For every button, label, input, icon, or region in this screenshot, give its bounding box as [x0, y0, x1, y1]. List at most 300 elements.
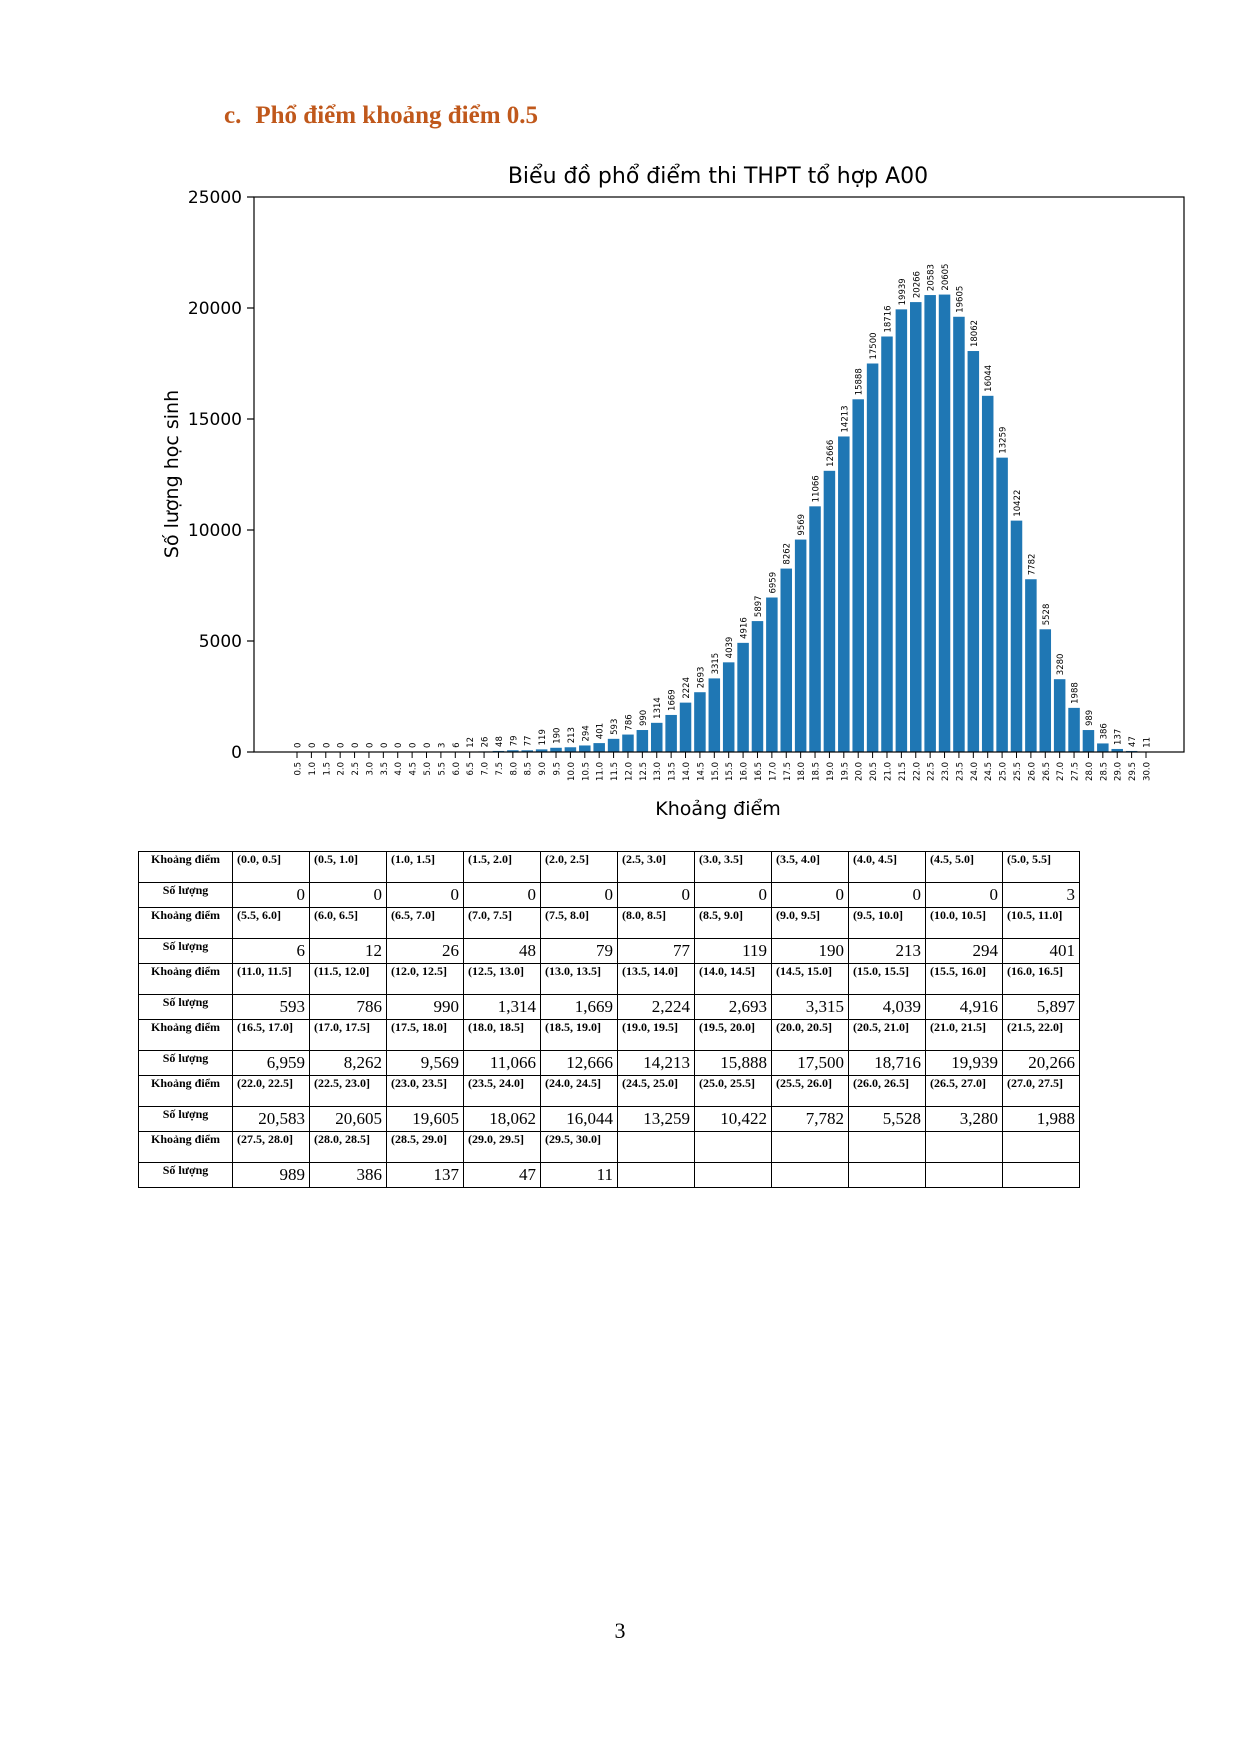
x-tick-label: 9.0	[538, 762, 549, 776]
range-cell: (6.0, 6.5]	[310, 908, 387, 939]
range-cell: (25.5, 26.0]	[772, 1076, 849, 1107]
count-row-label: Số lượng	[139, 939, 233, 964]
range-cell: (20.0, 20.5]	[772, 1020, 849, 1051]
x-tick-label: 9.5	[552, 762, 563, 776]
range-cell: (17.0, 17.5]	[310, 1020, 387, 1051]
x-tick-label: 14.5	[696, 762, 707, 781]
range-cell: (19.5, 20.0]	[695, 1020, 772, 1051]
count-cell: 26	[387, 939, 464, 964]
bar	[637, 730, 649, 752]
bar-value-label: 20583	[926, 264, 937, 292]
bar	[766, 598, 778, 752]
x-tick-label: 5.5	[437, 762, 448, 776]
bar-value-label: 190	[552, 727, 563, 744]
y-tick-label: 10000	[187, 521, 242, 541]
range-row-label: Khoảng điểm	[139, 1076, 233, 1107]
x-tick-label: 27.0	[1056, 762, 1067, 781]
count-cell: 79	[541, 939, 618, 964]
x-tick-label: 23.0	[941, 762, 952, 781]
bar	[1054, 679, 1066, 752]
bar	[982, 396, 994, 752]
bar-value-label: 4916	[739, 617, 750, 639]
chart-title: Biểu đồ phổ điểm thi THPT tổ hợp A00	[507, 164, 929, 189]
count-cell: 11,066	[464, 1051, 541, 1076]
x-tick-label: 21.5	[897, 762, 908, 781]
x-tick-label: 26.5	[1041, 762, 1052, 781]
count-cell: 12	[310, 939, 387, 964]
bar-value-label: 0	[336, 742, 347, 748]
count-cell: 5,897	[1003, 995, 1080, 1020]
bar-value-label: 15888	[854, 368, 865, 396]
x-tick-label: 8.5	[523, 762, 534, 776]
bar-value-label: 17500	[869, 332, 880, 360]
x-tick-label: 28.0	[1084, 762, 1095, 781]
count-row-label: Số lượng	[139, 995, 233, 1020]
count-cell: 77	[618, 939, 695, 964]
x-tick-label: 6.0	[451, 762, 462, 776]
range-cell: (11.5, 12.0]	[310, 964, 387, 995]
count-cell: 5,528	[849, 1107, 926, 1132]
count-cell: 1,314	[464, 995, 541, 1020]
range-cell: (26.0, 26.5]	[849, 1076, 926, 1107]
range-cell	[695, 1132, 772, 1163]
bar-value-label: 12666	[825, 439, 836, 467]
x-tick-label: 16.5	[753, 762, 764, 781]
range-cell: (28.0, 28.5]	[310, 1132, 387, 1163]
count-cell: 1,669	[541, 995, 618, 1020]
count-cell: 15,888	[695, 1051, 772, 1076]
x-tick-label: 4.5	[408, 762, 419, 776]
x-tick-label: 2.0	[336, 762, 347, 776]
bar-value-label: 20605	[941, 263, 952, 291]
bar	[565, 747, 577, 752]
count-cell: 6,959	[233, 1051, 310, 1076]
range-cell: (19.0, 19.5]	[618, 1020, 695, 1051]
bar	[910, 302, 922, 752]
bar	[881, 337, 893, 752]
x-tick-label: 18.5	[811, 762, 822, 781]
count-cell: 3,280	[926, 1107, 1003, 1132]
count-cell: 18,062	[464, 1107, 541, 1132]
bar-value-label: 3280	[1056, 653, 1067, 676]
count-cell: 1,988	[1003, 1107, 1080, 1132]
count-cell: 0	[541, 883, 618, 908]
x-tick-label: 19.0	[825, 762, 836, 781]
bar-value-label: 386	[1099, 723, 1110, 740]
bar-value-label: 990	[638, 709, 649, 727]
x-tick-label: 14.0	[682, 762, 693, 781]
table-range-row	[139, 1020, 1080, 1051]
bar	[651, 723, 663, 752]
bar-value-label: 1988	[1070, 682, 1081, 704]
x-tick-label: 13.5	[667, 762, 678, 781]
count-cell: 4,039	[849, 995, 926, 1020]
bar-value-label: 20266	[912, 271, 923, 299]
bar-value-label: 2224	[682, 676, 693, 699]
range-cell: (27.0, 27.5]	[1003, 1076, 1080, 1107]
x-tick-label: 18.0	[797, 762, 808, 781]
range-cell: (1.5, 2.0]	[464, 852, 541, 883]
count-cell: 12,666	[541, 1051, 618, 1076]
range-cell: (8.0, 8.5]	[618, 908, 695, 939]
range-row-label: Khoảng điểm	[139, 908, 233, 939]
x-tick-label: 10.0	[566, 762, 577, 781]
bar-value-label: 213	[566, 727, 577, 744]
count-cell: 3	[1003, 883, 1080, 908]
range-cell: (11.0, 11.5]	[233, 964, 310, 995]
count-cell: 18,716	[849, 1051, 926, 1076]
count-cell	[849, 1163, 926, 1188]
bar	[896, 309, 908, 752]
x-tick-label: 30.0	[1142, 762, 1153, 781]
range-cell: (15.0, 15.5]	[849, 964, 926, 995]
bar	[737, 643, 749, 752]
bar-value-label: 0	[365, 742, 376, 748]
count-cell: 0	[695, 883, 772, 908]
range-cell: (7.0, 7.5]	[464, 908, 541, 939]
count-cell: 786	[310, 995, 387, 1020]
bar	[968, 351, 980, 752]
table-range-row	[139, 1076, 1080, 1107]
bar-value-label: 47	[1128, 736, 1139, 747]
count-cell	[926, 1163, 1003, 1188]
table-count-row	[139, 995, 1080, 1020]
range-cell: (16.5, 17.0]	[233, 1020, 310, 1051]
x-tick-label: 22.0	[912, 762, 923, 781]
range-cell: (21.0, 21.5]	[926, 1020, 1003, 1051]
x-tick-label: 7.0	[480, 762, 491, 776]
bar-value-label: 19605	[955, 285, 966, 313]
x-tick-label: 8.0	[509, 762, 520, 776]
range-cell: (0.5, 1.0]	[310, 852, 387, 883]
table-range-row	[139, 852, 1080, 883]
count-cell: 14,213	[618, 1051, 695, 1076]
range-cell	[772, 1132, 849, 1163]
x-tick-label: 12.0	[624, 762, 635, 781]
y-tick-label: 20000	[187, 299, 242, 319]
range-cell: (4.5, 5.0]	[926, 852, 1003, 883]
count-cell: 190	[772, 939, 849, 964]
range-cell: (21.5, 22.0]	[1003, 1020, 1080, 1051]
range-cell: (27.5, 28.0]	[233, 1132, 310, 1163]
range-cell: (5.5, 6.0]	[233, 908, 310, 939]
x-tick-label: 13.0	[653, 762, 664, 781]
range-cell: (18.5, 19.0]	[541, 1020, 618, 1051]
count-cell: 3,315	[772, 995, 849, 1020]
x-tick-label: 26.0	[1027, 762, 1038, 781]
bar	[680, 703, 692, 752]
count-cell: 401	[1003, 939, 1080, 964]
bar-value-label: 6	[451, 742, 462, 748]
range-cell: (14.0, 14.5]	[695, 964, 772, 995]
x-tick-label: 1.5	[322, 762, 333, 776]
range-cell: (2.0, 2.5]	[541, 852, 618, 883]
bar-value-label: 11	[1142, 736, 1153, 748]
count-cell: 19,605	[387, 1107, 464, 1132]
table-range-row	[139, 908, 1080, 939]
range-cell: (3.5, 4.0]	[772, 852, 849, 883]
bar-value-label: 3315	[710, 652, 721, 675]
x-tick-label: 24.0	[969, 762, 980, 781]
bar	[867, 364, 879, 753]
range-cell: (2.5, 3.0]	[618, 852, 695, 883]
table-range-row	[139, 1132, 1080, 1163]
count-cell: 11	[541, 1163, 618, 1188]
count-cell: 0	[387, 883, 464, 908]
count-cell: 989	[233, 1163, 310, 1188]
x-tick-label: 1.0	[307, 762, 318, 776]
bar	[1011, 521, 1023, 752]
y-tick-label: 0	[231, 743, 242, 763]
bar-value-label: 0	[394, 742, 405, 748]
range-row-label: Khoảng điểm	[139, 1132, 233, 1163]
range-cell: (29.0, 29.5]	[464, 1132, 541, 1163]
range-cell: (5.0, 5.5]	[1003, 852, 1080, 883]
count-cell: 0	[464, 883, 541, 908]
bars-group	[435, 295, 1152, 752]
bar-value-label: 1314	[653, 697, 664, 719]
bar	[1040, 629, 1052, 752]
bar-value-label: 0	[322, 742, 333, 748]
bar-value-label: 19939	[897, 278, 908, 306]
range-cell: (12.0, 12.5]	[387, 964, 464, 995]
count-cell: 4,916	[926, 995, 1003, 1020]
count-cell: 47	[464, 1163, 541, 1188]
x-tick-label: 25.0	[998, 762, 1009, 781]
bar-value-label: 8262	[782, 542, 793, 565]
x-tick-label: 20.0	[854, 762, 865, 781]
range-cell	[926, 1132, 1003, 1163]
bar-value-label: 26	[480, 736, 491, 748]
x-tick-label: 16.0	[739, 762, 750, 781]
bar	[694, 692, 706, 752]
bar-value-label: 5528	[1041, 603, 1052, 626]
range-cell: (3.0, 3.5]	[695, 852, 772, 883]
x-tick-label: 28.5	[1099, 762, 1110, 781]
y-tick-label: 25000	[187, 188, 242, 208]
bar-value-label: 6959	[768, 571, 779, 594]
x-tick-label: 3.5	[379, 762, 390, 776]
x-tick-label: 19.5	[840, 762, 851, 781]
bar	[579, 745, 591, 752]
bar-value-label: 137	[1113, 728, 1124, 745]
count-cell: 8,262	[310, 1051, 387, 1076]
count-cell: 9,569	[387, 1051, 464, 1076]
count-cell: 0	[310, 883, 387, 908]
bar-value-label: 9569	[797, 513, 808, 536]
count-row-label: Số lượng	[139, 1107, 233, 1132]
x-tick-label: 5.0	[423, 762, 434, 776]
bar-value-label: 401	[595, 722, 606, 740]
x-tick-label: 10.5	[581, 762, 592, 781]
count-row-label: Số lượng	[139, 1163, 233, 1188]
bar	[780, 569, 792, 752]
count-cell: 137	[387, 1163, 464, 1188]
y-tick-label: 15000	[187, 410, 242, 430]
table-count-row	[139, 939, 1080, 964]
bar-value-label: 3	[437, 742, 448, 748]
bar-value-label: 12	[466, 736, 477, 748]
range-cell: (13.0, 13.5]	[541, 964, 618, 995]
range-cell	[618, 1132, 695, 1163]
bar-value-label: 786	[624, 714, 635, 731]
x-tick-label: 24.5	[984, 762, 995, 781]
count-cell: 0	[849, 883, 926, 908]
bar-value-label: 77	[523, 735, 534, 747]
bar-value-label: 18716	[883, 305, 894, 333]
range-cell: (26.5, 27.0]	[926, 1076, 1003, 1107]
count-cell: 0	[772, 883, 849, 908]
range-cell: (28.5, 29.0]	[387, 1132, 464, 1163]
count-cell: 0	[618, 883, 695, 908]
bar	[953, 317, 965, 752]
bar-value-label: 14213	[840, 405, 851, 433]
bar	[1097, 743, 1109, 752]
range-cell: (1.0, 1.5]	[387, 852, 464, 883]
range-cell: (13.5, 14.0]	[618, 964, 695, 995]
count-row-label: Số lượng	[139, 1051, 233, 1076]
bar-value-label: 5897	[753, 595, 764, 618]
x-tick-label: 12.5	[638, 762, 649, 781]
bar	[838, 436, 850, 752]
count-cell	[618, 1163, 695, 1188]
x-tick-label: 25.5	[1012, 761, 1023, 781]
range-row-label: Khoảng điểm	[139, 964, 233, 995]
count-cell: 0	[233, 883, 310, 908]
count-cell: 294	[926, 939, 1003, 964]
section-number: c.	[224, 102, 242, 129]
bar-value-label: 0	[307, 742, 318, 748]
x-tick-label: 29.0	[1113, 762, 1124, 781]
range-cell: (8.5, 9.0]	[695, 908, 772, 939]
y-tick-label: 5000	[198, 632, 242, 652]
count-cell: 20,583	[233, 1107, 310, 1132]
range-cell: (0.0, 0.5]	[233, 852, 310, 883]
bar	[608, 739, 620, 752]
x-tick-label: 15.5	[725, 762, 736, 781]
count-cell: 20,266	[1003, 1051, 1080, 1076]
range-cell: (9.5, 10.0]	[849, 908, 926, 939]
x-tick-label: 11.5	[610, 762, 621, 781]
bar-value-label: 1669	[667, 689, 678, 711]
range-cell: (23.5, 24.0]	[464, 1076, 541, 1107]
bar-value-label: 13259	[998, 426, 1009, 454]
x-tick-label: 23.5	[955, 762, 966, 781]
bar	[924, 295, 936, 752]
bar	[752, 621, 764, 752]
count-cell	[772, 1163, 849, 1188]
bar-value-label: 119	[538, 729, 549, 746]
range-cell: (22.5, 23.0]	[310, 1076, 387, 1107]
range-cell: (12.5, 13.0]	[464, 964, 541, 995]
table-count-row	[139, 1163, 1080, 1188]
bar-value-label: 294	[581, 725, 592, 742]
x-tick-label: 17.0	[768, 762, 779, 781]
x-tick-label: 29.5	[1128, 762, 1139, 781]
count-cell: 0	[926, 883, 1003, 908]
x-tick-label: 2.5	[351, 762, 362, 776]
bar-value-label: 48	[494, 736, 505, 747]
bar	[809, 506, 821, 752]
x-tick-label: 20.5	[869, 762, 880, 781]
x-tick-label: 15.0	[710, 762, 721, 781]
y-axis	[188, 188, 254, 763]
table-count-row	[139, 1051, 1080, 1076]
bar	[824, 471, 836, 752]
bar	[795, 540, 807, 752]
bar-value-label: 11066	[811, 475, 822, 503]
range-cell: (14.5, 15.0]	[772, 964, 849, 995]
x-tick-label: 22.5	[926, 762, 937, 781]
count-cell	[695, 1163, 772, 1188]
x-tick-label: 6.5	[466, 762, 477, 776]
x-axis-label: Khoảng điểm	[655, 798, 781, 820]
table-count-row	[139, 1107, 1080, 1132]
bar-value-label: 0	[379, 742, 390, 748]
score-distribution-chart	[0, 0, 1240, 830]
bar-value-label: 4039	[725, 636, 736, 659]
bar-value-label: 7782	[1027, 553, 1038, 576]
range-cell: (17.5, 18.0]	[387, 1020, 464, 1051]
range-cell	[849, 1132, 926, 1163]
range-cell: (25.0, 25.5]	[695, 1076, 772, 1107]
count-cell: 13,259	[618, 1107, 695, 1132]
range-cell: (22.0, 22.5]	[233, 1076, 310, 1107]
bar	[593, 743, 605, 752]
bar	[1083, 730, 1095, 752]
range-cell: (24.0, 24.5]	[541, 1076, 618, 1107]
bar	[852, 399, 864, 752]
bar-value-label: 989	[1084, 709, 1095, 727]
bar	[665, 715, 677, 752]
range-cell: (29.5, 30.0]	[541, 1132, 618, 1163]
bar-value-label: 79	[509, 735, 520, 747]
x-tick-label: 3.0	[365, 762, 376, 776]
count-cell: 990	[387, 995, 464, 1020]
x-tick-label: 4.0	[394, 762, 405, 776]
range-cell: (10.5, 11.0]	[1003, 908, 1080, 939]
count-row-label: Số lượng	[139, 883, 233, 908]
range-cell: (24.5, 25.0]	[618, 1076, 695, 1107]
range-cell: (15.5, 16.0]	[926, 964, 1003, 995]
score-table	[138, 851, 1080, 1188]
table-range-row	[139, 964, 1080, 995]
x-tick-label: 27.5	[1070, 762, 1081, 781]
bar-value-label: 16044	[984, 364, 995, 392]
range-cell: (10.0, 10.5]	[926, 908, 1003, 939]
bar-value-label: 0	[351, 742, 362, 748]
range-cell: (9.0, 9.5]	[772, 908, 849, 939]
bar-value-label: 2693	[696, 666, 707, 689]
range-cell: (18.0, 18.5]	[464, 1020, 541, 1051]
x-axis	[294, 752, 1153, 781]
range-row-label: Khoảng điểm	[139, 852, 233, 883]
range-cell	[1003, 1132, 1080, 1163]
count-cell: 16,044	[541, 1107, 618, 1132]
section-title: Phổ điểm khoảng điểm 0.5	[255, 102, 539, 129]
x-tick-label: 21.0	[883, 762, 894, 781]
count-cell: 2,224	[618, 995, 695, 1020]
count-cell: 386	[310, 1163, 387, 1188]
count-cell: 17,500	[772, 1051, 849, 1076]
count-cell: 2,693	[695, 995, 772, 1020]
count-cell: 19,939	[926, 1051, 1003, 1076]
bar-value-label: 0	[293, 742, 304, 748]
range-cell: (20.5, 21.0]	[849, 1020, 926, 1051]
range-cell: (6.5, 7.0]	[387, 908, 464, 939]
page-number: 3	[614, 1618, 626, 1643]
range-cell: (7.5, 8.0]	[541, 908, 618, 939]
